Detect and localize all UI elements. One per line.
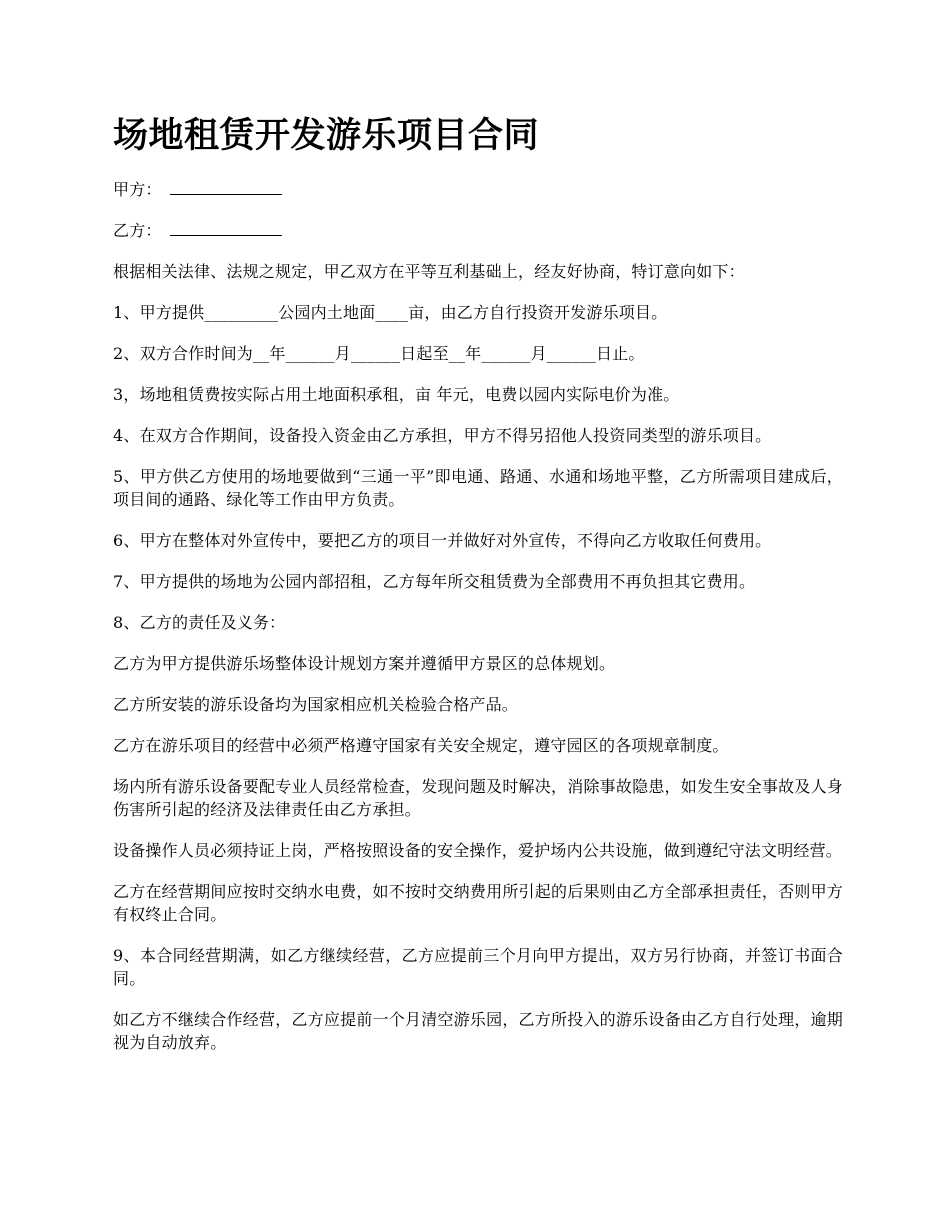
clause-8-item: 场内所有游乐设备要配专业人员经常检查，发现问题及时解决，消除事故隐患，如发生安全事故及人身伤害所引起的经济及法律责任由乙方承担。 <box>113 777 843 819</box>
party-b-blank <box>170 221 282 236</box>
clause-8-item: 乙方在经营期间应按时交纳水电费，如不按时交纳费用所引起的后果则由乙方全部承担责任，否则甲方有权终止合同。 <box>113 882 843 924</box>
preamble-paragraph: 根据相关法律、法规之规定，甲乙双方在平等互利基础上，经友好协商，特订意向如下： <box>113 262 745 281</box>
clause-8-item: 乙方所安装的游乐设备均为国家相应机关检验合格产品。 <box>113 695 519 714</box>
party-a-blank <box>170 180 282 195</box>
clause-7: 7、甲方提供的场地为公园内部招租，乙方每年所交租赁费为全部费用不再负担其它费用。 <box>113 572 756 591</box>
clause-8-item: 乙方在游乐项目的经营中必须严格遵守国家有关安全规定，遵守园区的各项规章制度。 <box>113 736 729 755</box>
clause-9: 9、本合同经营期满，如乙方继续经营，乙方应提前三个月向甲方提出，双方另行协商，并签订书面合同。 <box>113 946 843 988</box>
party-a-line <box>113 178 843 201</box>
clause-8-heading: 8、乙方的责任及义务： <box>113 613 286 632</box>
clause-8-item: 乙方为甲方提供游乐场整体设计规划方案并遵循甲方景区的总体规划。 <box>113 654 616 673</box>
clause-4: 4、在双方合作期间，设备投入资金由乙方承担，甲方不得另招他人投资同类型的游乐项目。 <box>113 426 772 445</box>
clause-8-item: 设备操作人员必须持证上岗，严格按照设备的安全操作，爱护场内公共设施，做到遵纪守法文明经营。 <box>113 841 843 860</box>
party-b-label: 乙方： <box>113 221 162 240</box>
party-b-line <box>113 219 843 242</box>
clause-6: 6、甲方在整体对外宣传中，要把乙方的项目一并做好对外宣传，不得向乙方收取任何费用。 <box>113 531 772 550</box>
document-title: 场地租赁开发游乐项目合同 <box>113 115 540 156</box>
document-page <box>113 112 843 1072</box>
clause-2: 2、双方合作时间为__年______月______日起至__年______月______日止。 <box>113 344 645 363</box>
clause-9-continuation: 如乙方不继续合作经营，乙方应提前一个月清空游乐园，乙方所投入的游乐设备由乙方自行处理，逾期视为自动放弃。 <box>113 1010 843 1052</box>
party-a-label: 甲方： <box>113 180 162 199</box>
clause-3: 3，场地租赁费按实际占用土地面积承租，亩 年元，电费以园内实际电价为准。 <box>113 385 680 404</box>
clause-5: 5、甲方供乙方使用的场地要做到“三通一平”即电通、路通、水通和场地平整，乙方所需项目建成后，项目间的通路、绿化等工作由甲方负责。 <box>113 467 843 509</box>
clause-1: 1、甲方提供_________公园内土地面____亩，由乙方自行投资开发游乐项目。 <box>113 303 668 322</box>
